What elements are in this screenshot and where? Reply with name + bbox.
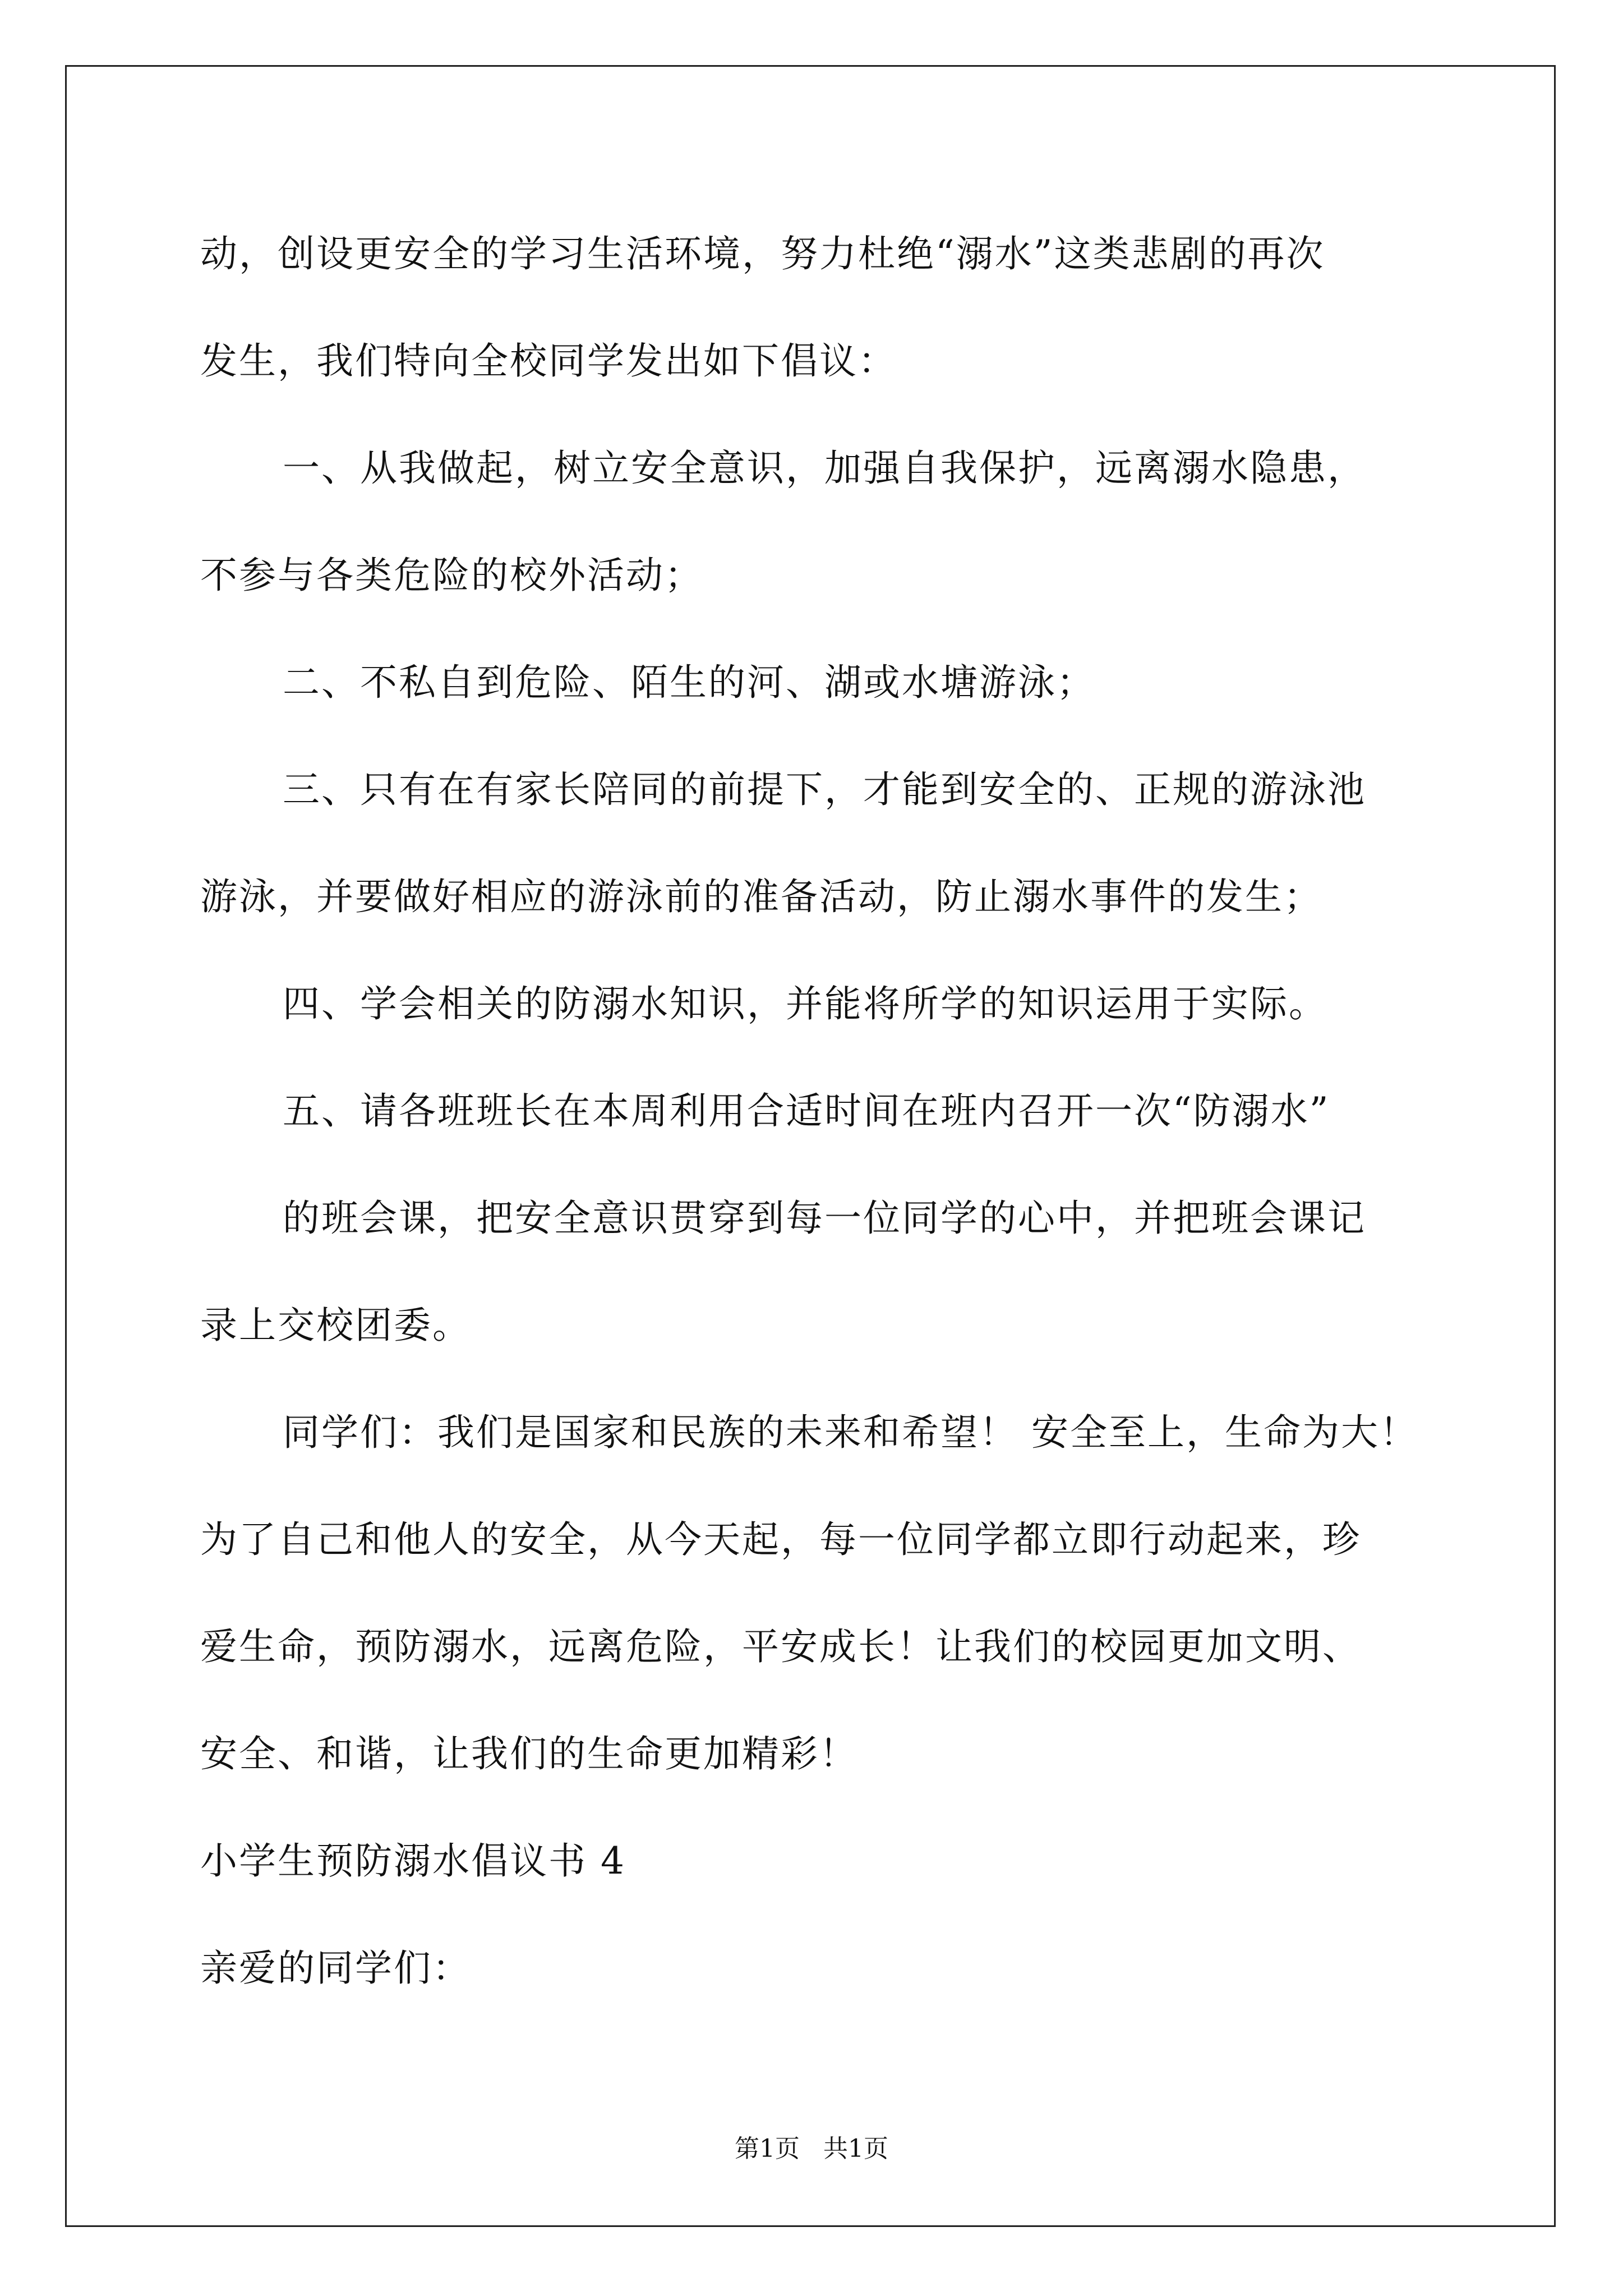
salutation: 亲爱的同学们： — [200, 1947, 471, 1990]
list-item: 四、学会相关的防溺水知识，并能将所学的知识运用于实际。 — [283, 982, 1327, 1025]
page-frame — [65, 65, 1556, 2227]
body-line: 为了自己和他人的安全，从今天起，每一位同学都立即行动起来，珍 — [200, 1518, 1361, 1561]
section-title: 小学生预防溺水倡议书 4 — [200, 1839, 626, 1883]
body-line: 游泳，并要做好相应的游泳前的准备活动，防止溺水事件的发生； — [200, 875, 1322, 918]
body-line: 录上交校团委。 — [200, 1304, 471, 1347]
body-line: 安全、和谐，让我们的生命更加精彩！ — [200, 1732, 858, 1775]
body-line: 的班会课，把安全意识贯穿到每一位同学的心中，并把班会课记 — [283, 1197, 1366, 1240]
body-line: 爱生命，预防溺水，远离危险，平安成长！让我们的校园更加文明、 — [200, 1625, 1361, 1668]
page-footer: 第1页 共1页 — [735, 2134, 888, 2163]
body-line: 动，创设更安全的学习生活环境，努力杜绝“溺水”这类悲剧的再次 — [200, 232, 1325, 275]
list-item: 一、从我做起，树立安全意识，加强自我保护，远离溺水隐患， — [283, 447, 1366, 490]
body-line: 不参与各类危险的校外活动； — [200, 554, 703, 597]
list-item: 二、不私自到危险、陌生的河、湖或水塘游泳； — [283, 661, 1095, 704]
list-item: 三、只有在有家长陪同的前提下，才能到安全的、正规的游泳池 — [283, 768, 1366, 811]
list-item: 五、请各班班长在本周利用合适时间在班内召开一次“防溺水” — [283, 1089, 1330, 1133]
body-line: 发生，我们特向全校同学发出如下倡议： — [200, 339, 897, 383]
paragraph-start: 同学们：我们是国家和民族的未来和希望！ 安全至上，生命为大！ — [283, 1411, 1418, 1454]
